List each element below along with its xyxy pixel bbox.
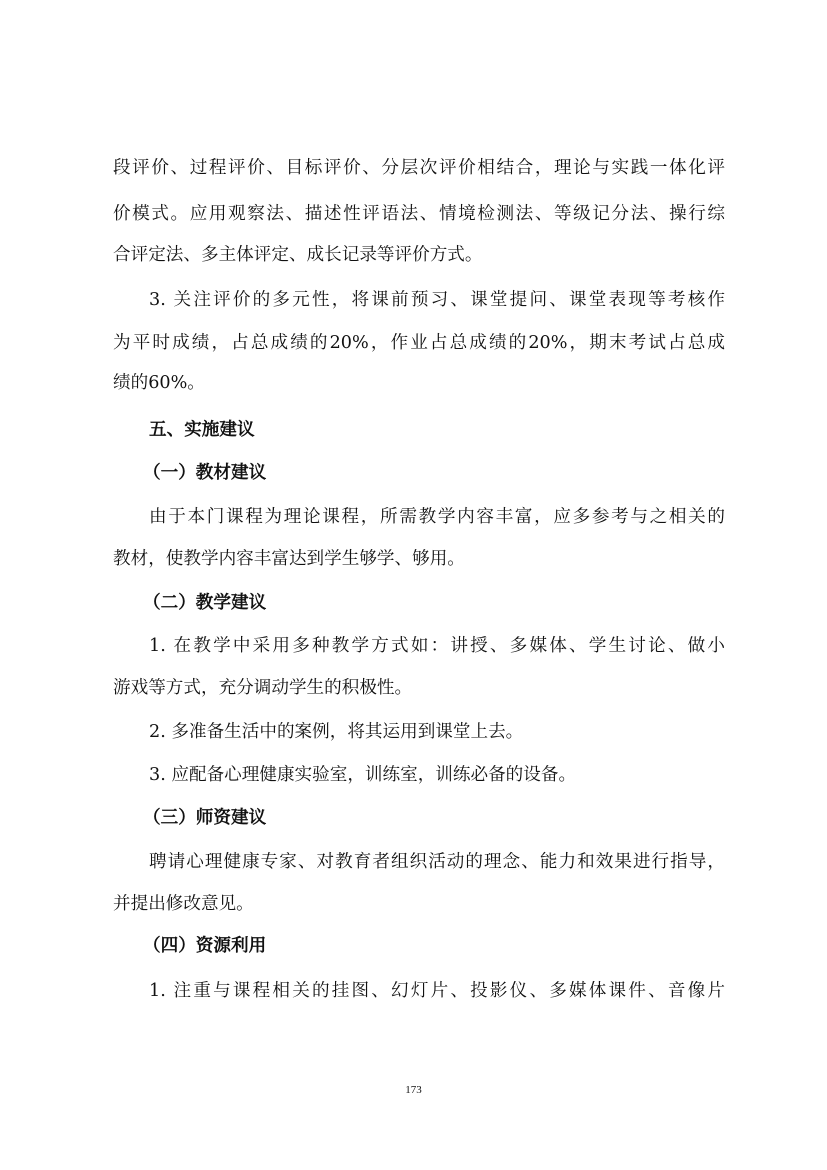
paragraph-line: 绩的60%。 (113, 373, 205, 393)
paragraph-line: 由于本门课程为理论课程，所需教学内容丰富，应多参考与之相关的 (149, 507, 725, 527)
subsection-heading: （四）资源利用 (143, 936, 267, 956)
list-item-line: 1. 注重与课程相关的挂图、幻灯片、投影仪、多媒体课件、音像片 (149, 981, 725, 1001)
page-number: 173 (405, 1084, 422, 1096)
paragraph-line: 合评定法、多主体评定、成长记录等评价方式。 (113, 245, 483, 265)
list-item-line: 游戏等方式，充分调动学生的积极性。 (113, 678, 413, 698)
paragraph-line: 聘请心理健康专家、对教育者组织活动的理念、能力和效果进行指导， (149, 852, 725, 872)
subsection-heading: （三）师资建议 (143, 808, 267, 828)
subsection-heading: （二）教学建议 (143, 593, 267, 613)
paragraph-line: 3. 关注评价的多元性，将课前预习、课堂提问、课堂表现等考核作 (149, 290, 725, 310)
list-item: 2. 多准备生活中的案例，将其运用到课堂上去。 (149, 722, 524, 742)
paragraph-line: 并提出修改意见。 (113, 894, 254, 914)
paragraph-line: 教材，使教学内容丰富达到学生够学、够用。 (113, 549, 465, 569)
paragraph-line: 价模式。应用观察法、描述性评语法、情境检测法、等级记分法、操行综 (113, 204, 725, 224)
section-heading: 五、实施建议 (149, 420, 255, 440)
subsection-heading: （一）教材建议 (143, 463, 267, 483)
paragraph-line: 为平时成绩，占总成绩的20%，作业占总成绩的20%，期末考试占总成 (113, 333, 725, 353)
paragraph-line: 段评价、过程评价、目标评价、分层次评价相结合，理论与实践一体化评 (113, 158, 725, 178)
list-item-line: 1. 在教学中采用多种教学方式如：讲授、多媒体、学生讨论、做小 (149, 636, 725, 656)
list-item: 3. 应配备心理健康实验室，训练室，训练必备的设备。 (149, 765, 577, 785)
